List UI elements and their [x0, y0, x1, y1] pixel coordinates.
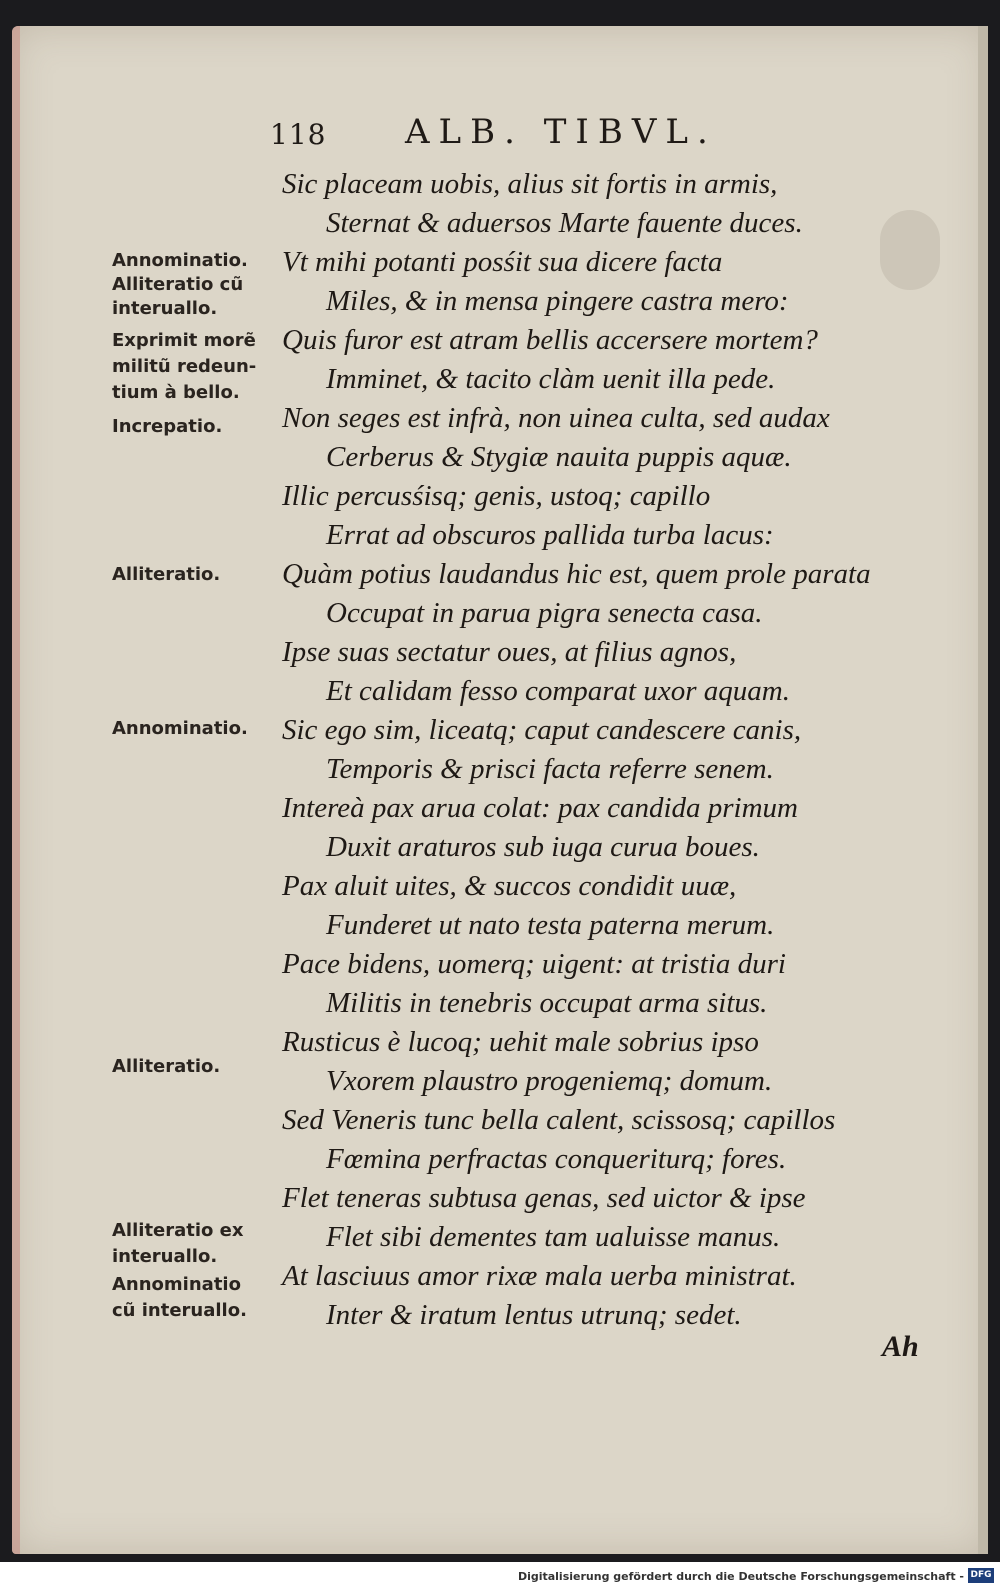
running-title: ALB. TIBVL.	[405, 112, 717, 152]
verse-line: Inter & iratum lentus utrunq; sedet.	[326, 1299, 742, 1331]
verse-line: Fœmina perfractas conqueriturq; fores.	[326, 1143, 787, 1175]
marginal-note: Annominatio.	[112, 718, 248, 739]
marginal-note: tium à bello.	[112, 382, 240, 403]
verse-line: Funderet ut nato testa paterna merum.	[326, 909, 775, 941]
dfg-logo-icon: DFG	[968, 1568, 994, 1583]
verse-line: Sternat & aduersos Marte fauente duces.	[326, 207, 803, 239]
marginal-note: interuallo.	[112, 1246, 218, 1267]
marginal-note: Annominatio	[112, 1274, 241, 1295]
verse-line: Intereà pax arua colat: pax candida primum	[282, 792, 798, 824]
verse-line: Rusticus è lucoq; uehit male sobrius ipso	[282, 1026, 759, 1058]
verse-line: Vt mihi potanti posśit sua dicere facta	[282, 246, 723, 278]
verse-line: Miles, & in mensa pingere castra mero:	[326, 285, 789, 317]
marginal-note: Alliteratio.	[112, 1056, 221, 1077]
marginal-note: Annominatio.	[112, 250, 248, 271]
marginal-note: militũ redeun-	[112, 356, 257, 377]
verse-line: Pax aluit uites, & succos condidit uuæ,	[282, 870, 737, 902]
verse-line: Duxit araturos sub iuga curua boues.	[326, 831, 760, 863]
verse-line: Cerberus & Stygiæ nauita puppis aquæ.	[326, 441, 792, 473]
verse-line: Flet teneras subtusa genas, sed uictor & ipse	[282, 1182, 806, 1214]
verse-line: Ipse suas sectatur oues, at filius agnos,	[282, 636, 737, 668]
verse-line: Errat ad obscuros pallida turba lacus:	[326, 519, 774, 551]
verse-line: Vxorem plaustro progeniemq; domum.	[326, 1065, 773, 1097]
verse-line: Et calidam fesso comparat uxor aquam.	[326, 675, 790, 707]
verse-line: Sed Veneris tunc bella calent, scissosq; capillos	[282, 1104, 836, 1136]
verse-line: Imminet, & tacito clàm uenit illa pede.	[326, 363, 776, 395]
marginal-note: cũ interuallo.	[112, 1300, 247, 1321]
verse-line: Sic ego sim, liceatq; caput candescere canis,	[282, 714, 802, 746]
verse-line: Militis in tenebris occupat arma situs.	[326, 987, 768, 1019]
verse-line: Quàm potius laudandus hic est, quem prole parata	[282, 558, 871, 590]
verse-line: Flet sibi dementes tam ualuisse manus.	[326, 1221, 781, 1253]
verse-line: Quis furor est atram bellis accersere mortem?	[282, 324, 818, 356]
marginal-note: Alliteratio cũ	[112, 274, 244, 295]
marginal-note: Alliteratio ex	[112, 1220, 244, 1241]
footer-credit-bar	[0, 1562, 1000, 1590]
verse-line: At lasciuus amor rixæ mala uerba ministrat.	[282, 1260, 797, 1292]
verse-line: Illic percusśisq; genis, ustoq; capillo	[282, 480, 711, 512]
page-number: 118	[270, 118, 327, 151]
marginal-note: interuallo.	[112, 298, 218, 319]
page-header	[270, 112, 830, 162]
marginal-note: Alliteratio.	[112, 564, 221, 585]
marginal-note: Increpatio.	[112, 416, 223, 437]
verse-line: Sic placeam uobis, alius sit fortis in armis,	[282, 168, 778, 200]
verse-line: Temporis & prisci facta referre senem.	[326, 753, 774, 785]
verse-line: Occupat in parua pigra senecta casa.	[326, 597, 763, 629]
catchword: Ah	[882, 1330, 919, 1363]
verse-line: Pace bidens, uomerq; uigent: at tristia duri	[282, 948, 786, 980]
page-edge-right	[978, 26, 988, 1554]
ink-show-through	[880, 210, 940, 290]
footer-credit-text: Digitalisierung gefördert durch die Deutsche Forschungsgemeinschaft -	[517, 1570, 964, 1583]
page-edge-left	[12, 26, 20, 1554]
marginal-note: Exprimit morẽ	[112, 330, 256, 351]
verse-line: Non seges est infrà, non uinea culta, sed audax	[282, 402, 830, 434]
